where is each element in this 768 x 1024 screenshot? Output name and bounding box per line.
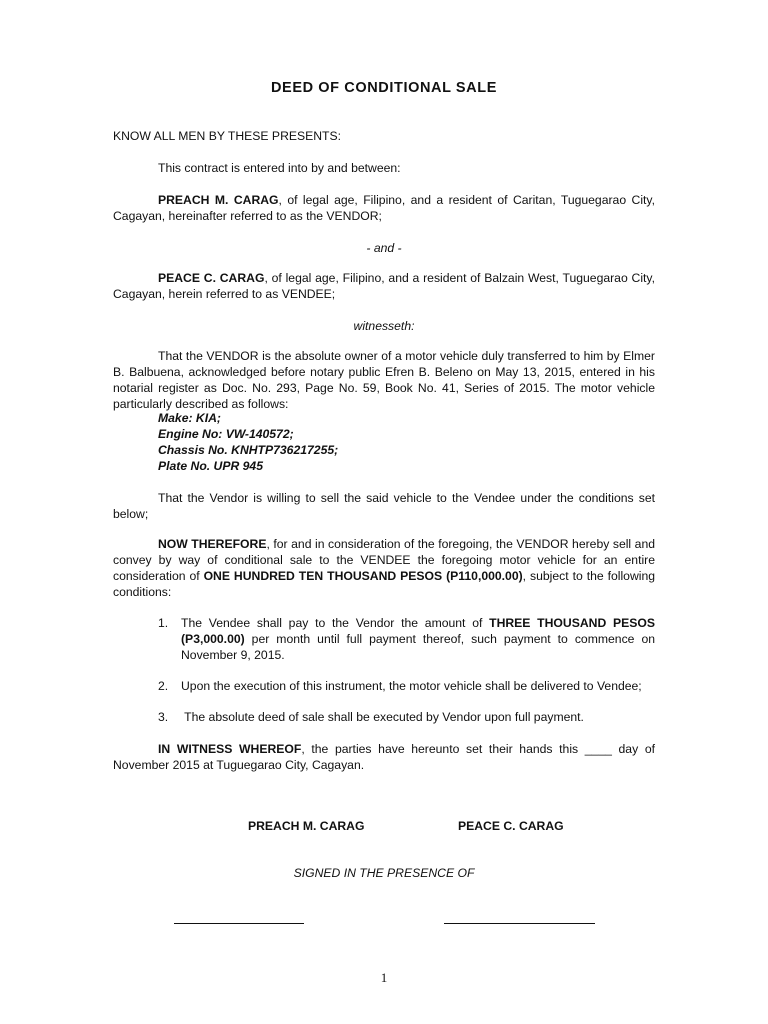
- witness-signature-line: [174, 923, 304, 924]
- condition-text: [181, 615, 655, 663]
- vendor-name: PREACH M. CARAG: [158, 193, 279, 207]
- witnesseth-heading: witnesseth:: [353, 319, 415, 333]
- presence-label: SIGNED IN THE PRESENCE OF: [293, 866, 475, 880]
- vehicle-description: [158, 410, 338, 474]
- and-separator: - and -: [366, 241, 402, 255]
- vendee-name: PEACE C. CARAG: [158, 271, 265, 285]
- monthly-amount: THREE THOUSAND PESOS (P3,000.00): [181, 616, 655, 646]
- document-title: DEED OF CONDITIONAL SALE: [270, 80, 497, 96]
- opening-line: KNOW ALL MEN BY THESE PRESENTS:: [113, 129, 342, 143]
- condition-number: 1.: [158, 616, 169, 630]
- witness-signature-line: [444, 923, 595, 924]
- vendee-details: , of legal age, Filipino, and a resident of Balzain West, Tuguegarao City, Cagayan, herein referred to as VENDEE;: [113, 271, 655, 301]
- condition-number: 2.: [158, 679, 169, 693]
- vehicle-chassis: Chassis No. KNHTP736217255;: [158, 443, 339, 457]
- vendor-paragraph: [113, 192, 655, 224]
- condition-text-pre: The Vendee shall pay to the Vendor the amount of: [181, 616, 490, 630]
- witness-lead: IN WITNESS WHEREOF: [158, 742, 302, 756]
- witness-text: , the parties have hereunto set their hands this ____ day of November 2015 at Tuguegarao City, Cagayan.: [113, 742, 655, 772]
- intro-paragraph: This contract is entered into by and between:: [158, 161, 401, 175]
- vehicle-make: Make: KIA;: [158, 411, 221, 425]
- vendor-details: , of legal age, Filipino, and a resident of Caritan, Tuguegarao City, Cagayan, hereinafter referred to as the VENDOR;: [113, 193, 655, 223]
- consideration-amount: ONE HUNDRED TEN THOUSAND PESOS (P110,000.00): [203, 569, 523, 583]
- vendee-paragraph: [113, 270, 655, 302]
- condition-number: 3.: [158, 710, 169, 724]
- condition-text-post: per month until full payment thereof, such payment to commence on November 9, 2015.: [181, 632, 655, 662]
- vehicle-engine: Engine No: VW-140572;: [158, 427, 294, 441]
- witness-paragraph: [113, 741, 655, 773]
- willing-paragraph: That the Vendor is willing to sell the said vehicle to the Vendee under the conditions set below;: [113, 491, 655, 521]
- condition-text: Upon the execution of this instrument, the motor vehicle shall be delivered to Vendee;: [181, 679, 642, 693]
- now-therefore-lead: NOW THEREFORE: [158, 537, 267, 551]
- condition-text: The absolute deed of sale shall be executed by Vendor upon full payment.: [181, 710, 584, 724]
- now-therefore-tail: , subject to the following conditions:: [113, 569, 656, 599]
- vehicle-plate: Plate No. UPR 945: [158, 459, 263, 473]
- vendee-signature-name: PEACE C. CARAG: [458, 819, 564, 833]
- vendor-signature-name: PREACH M. CARAG: [248, 819, 365, 833]
- ownership-paragraph: That the VENDOR is the absolute owner of a motor vehicle duly transferred to him by Elmer B. Balbuena, acknowledged before notary public Efren B. Beleno on May 13, 2015, entered in his notarial register as Doc. No. 293, Page No. 59, Book No. 41, Series of 2015. The motor vehicle particularly described as follows:: [113, 349, 655, 411]
- page-number: 1: [380, 970, 388, 985]
- now-therefore-paragraph: [113, 536, 655, 600]
- now-therefore-text: , for and in consideration of the foregoing, the VENDOR hereby sell and convey by way of conditional sale to the VENDEE the foregoing motor vehicle for an entire consideration of: [113, 537, 655, 583]
